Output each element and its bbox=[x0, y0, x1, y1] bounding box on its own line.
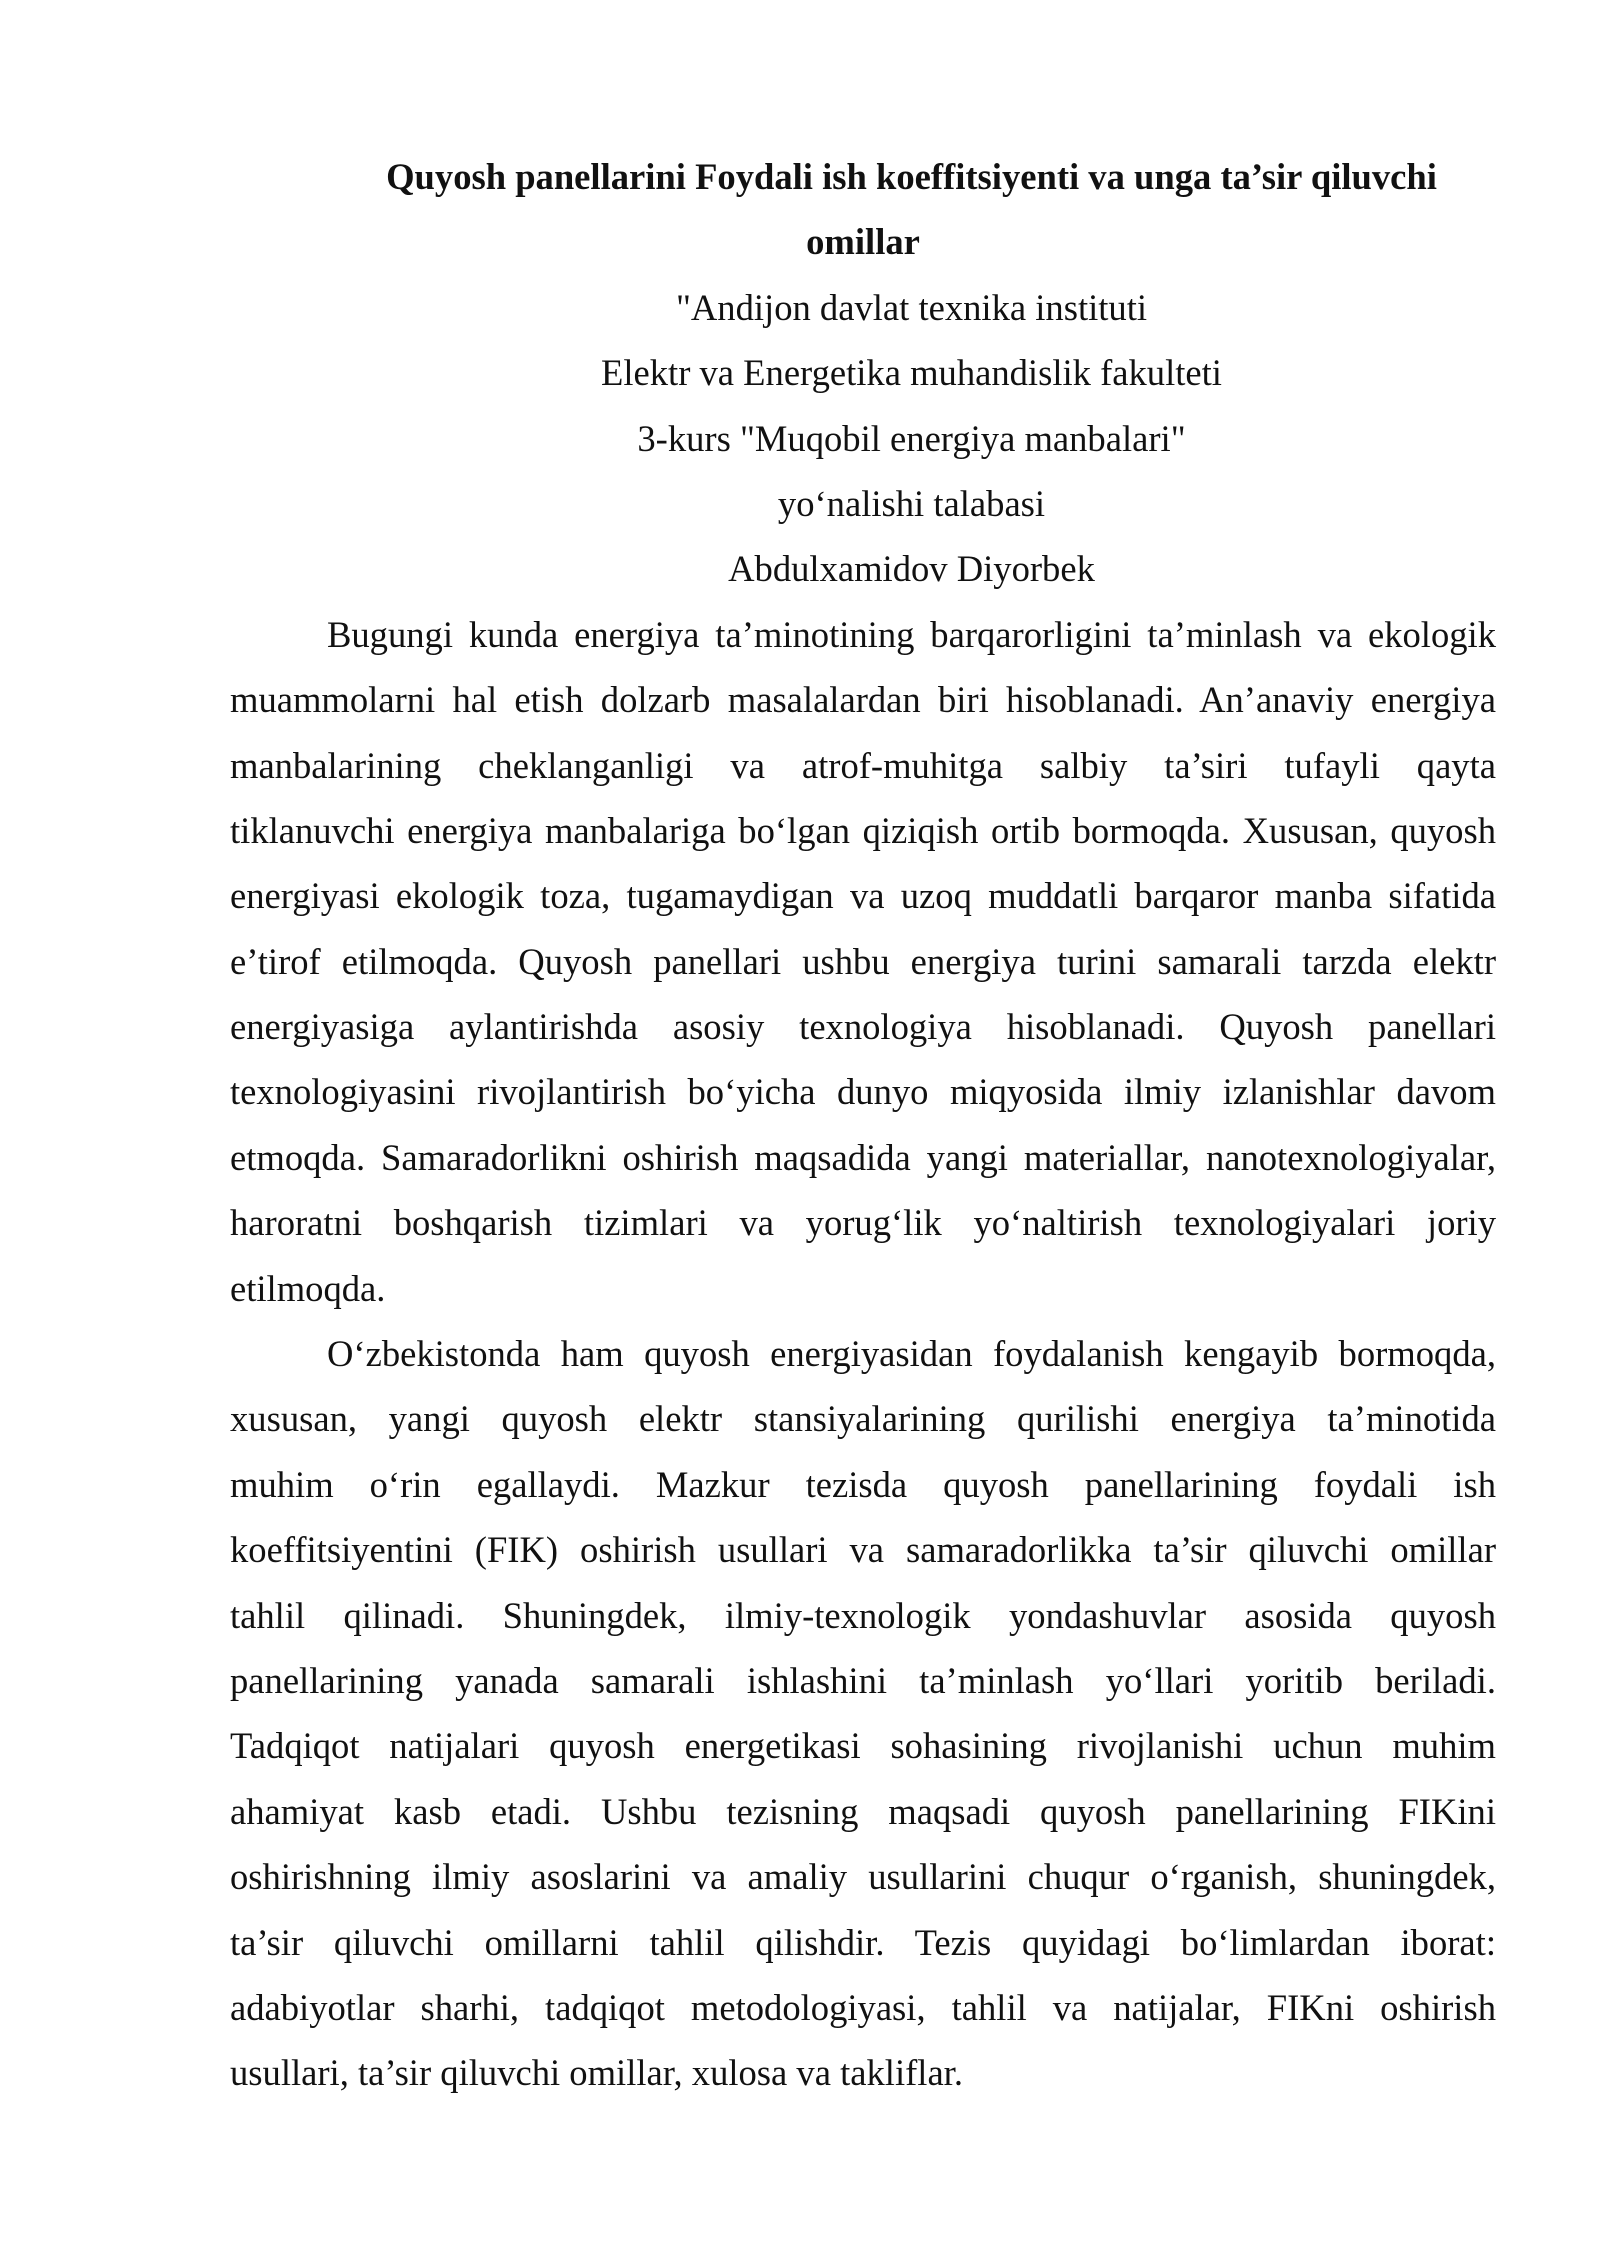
author-name-line: Abdulxamidov Diyorbek bbox=[728, 548, 1095, 590]
author-status-line: yo‘nalishi talabasi bbox=[777, 482, 1046, 524]
paragraph-line: ahamiyat kasb etadi. Ushbu tezisning maqsadi quyosh panellarining FIKini bbox=[230, 1790, 1496, 1832]
paragraph-line: tahlil qilinadi. Shuningdek, ilmiy-texnologik yondashuvlar asosida quyosh bbox=[230, 1594, 1496, 1636]
paragraph-line: e’tirof etilmoqda. Quyosh panellari ushbu energiya turini samarali tarzda elektr bbox=[230, 940, 1496, 982]
paragraph-line: panellarining yanada samarali ishlashini ta’minlash yo‘llari yoritib beriladi. bbox=[230, 1659, 1496, 1701]
author-info bbox=[230, 275, 1496, 602]
paragraph-line: oshirishning ilmiy asoslarini va amaliy usullarini chuqur o‘rganish, shuningdek, bbox=[230, 1856, 1496, 1898]
paragraph-line: adabiyotlar sharhi, tadqiqot metodologiyasi, tahlil va natijalar, FIKni oshirish bbox=[230, 1986, 1496, 2028]
body-paragraph bbox=[230, 602, 1496, 1321]
author-faculty-line: Elektr va Energetika muhandislik fakulteti bbox=[601, 352, 1222, 394]
paragraph-line: muhim o‘rin egallaydi. Mazkur tezisda quyosh panellarining foydali ish bbox=[230, 1463, 1496, 1505]
title-line: omillar bbox=[806, 221, 920, 263]
paragraph-line: manbalarining cheklanganligi va atrof-muhitga salbiy ta’siri tufayli qayta bbox=[230, 744, 1496, 786]
author-institute-line: "Andijon davlat texnika instituti bbox=[675, 286, 1148, 328]
paragraph-line: koeffitsiyentini (FIK) oshirish usullari va samaradorlikka ta’sir qiluvchi omillar bbox=[230, 1529, 1496, 1571]
document-title bbox=[230, 144, 1496, 275]
paragraph-line: ta’sir qiluvchi omillarni tahlil qilishdir. Tezis quyidagi bo‘limlardan iborat: bbox=[230, 1921, 1496, 1963]
paragraph-line: energiyasiga aylantirishda asosiy texnologiya hisoblanadi. Quyosh panellari bbox=[230, 1006, 1496, 1048]
paragraph-line: Tadqiqot natijalari quyosh energetikasi sohasining rivojlanishi uchun muhim bbox=[230, 1725, 1496, 1767]
paragraph-line: xususan, yangi quyosh elektr stansiyalarining qurilishi energiya ta’minotida bbox=[230, 1398, 1496, 1440]
paragraph-line: O‘zbekistonda ham quyosh energiyasidan foydalanish kengayib bormoqda, bbox=[327, 1333, 1496, 1375]
paragraph-line: etmoqda. Samaradorlikni oshirish maqsadida yangi materiallar, nanotexnologiyalar, bbox=[230, 1136, 1496, 1178]
paragraph-line: tiklanuvchi energiya manbalariga bo‘lgan qiziqish ortib bormoqda. Xususan, quyosh bbox=[230, 809, 1496, 851]
body-paragraph bbox=[230, 1321, 1496, 2106]
paragraph-line: Bugungi kunda energiya ta’minotining barqarorligini ta’minlash va ekologik bbox=[327, 613, 1496, 655]
paragraph-line: haroratni boshqarish tizimlari va yorug‘lik yo‘naltirish texnologiyalari joriy bbox=[230, 1202, 1496, 1244]
paragraph-line: usullari, ta’sir qiluvchi omillar, xulosa va takliflar. bbox=[230, 2052, 963, 2094]
document-body bbox=[230, 144, 1496, 2106]
paragraph-line: texnologiyasini rivojlantirish bo‘yicha dunyo miqyosida ilmiy izlanishlar davom bbox=[230, 1071, 1496, 1113]
paragraph-line: muammolarni hal etish dolzarb masalalardan biri hisoblanadi. An’anaviy energiya bbox=[230, 679, 1496, 721]
author-course-line: 3-kurs "Muqobil energiya manbalari" bbox=[637, 417, 1186, 459]
paragraph-line: etilmoqda. bbox=[230, 1267, 386, 1309]
title-line: Quyosh panellarini Foydali ish koeffitsiyenti va unga ta’sir qiluvchi bbox=[386, 156, 1437, 197]
paragraph-line: energiyasi ekologik toza, tugamaydigan va uzoq muddatli barqaror manba sifatida bbox=[230, 875, 1496, 917]
